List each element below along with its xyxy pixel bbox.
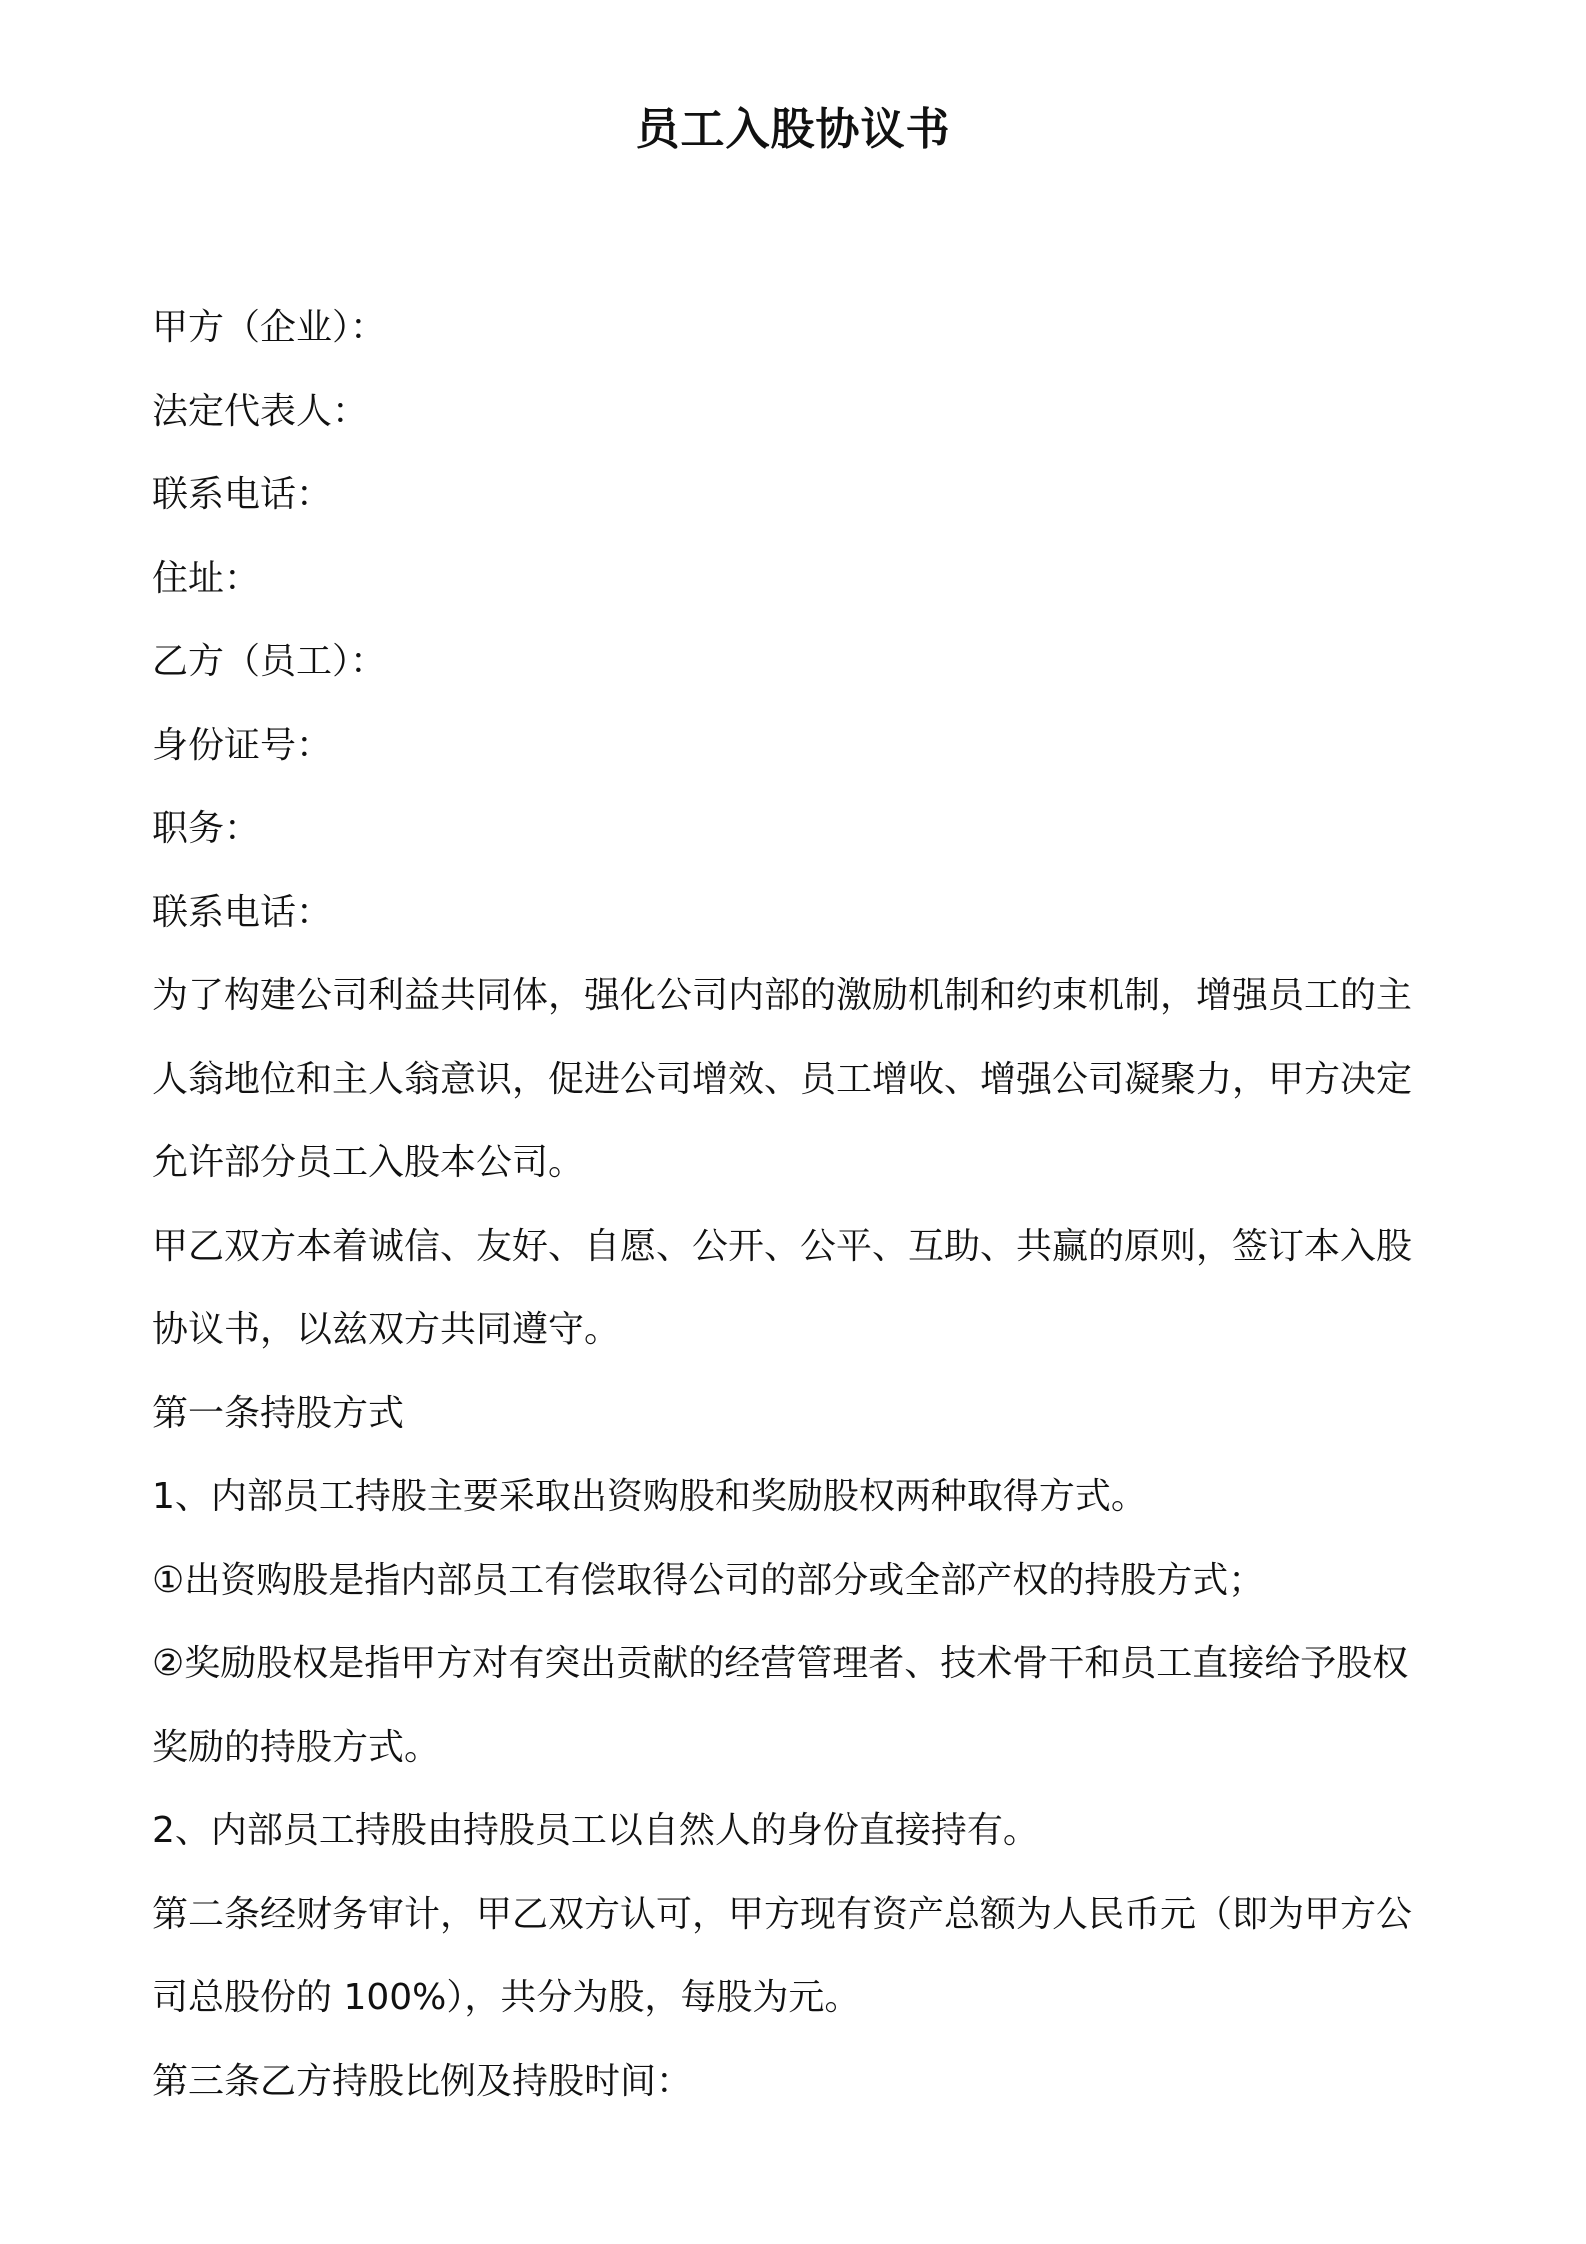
preamble-paragraph-purpose: 为了构建公司利益共同体，强化公司内部的激励机制和约束机制，增强员工的主人翁地位和主人翁意识，促进公司增效、员工增收、增强公司凝聚力，甲方决定允许部分员工入股本公司。 bbox=[152, 975, 1413, 1183]
article-3-heading: 第三条乙方持股比例及持股时间： bbox=[152, 2060, 693, 2102]
party-b-phone-label: 联系电话： bbox=[152, 891, 333, 933]
article-1-item-1b: ②奖励股权是指甲方对有突出贡献的经营管理者、技术骨干和员工直接给予股权奖励的持股方式。 bbox=[152, 1643, 1409, 1768]
party-b-name-label: 乙方（员工）： bbox=[152, 641, 387, 682]
party-a-name-label: 甲方（企业）： bbox=[152, 307, 387, 348]
article-1-item-1a: ①出资购股是指内部员工有偿取得公司的部分或全部产权的持股方式； bbox=[152, 1559, 1265, 1601]
party-b-name-field bbox=[152, 620, 1442, 704]
party-b-id-label: 身份证号： bbox=[152, 724, 333, 766]
party-a-representative-field bbox=[152, 370, 1442, 454]
party-b-position-field bbox=[152, 787, 1442, 871]
party-a-address-label: 住址： bbox=[152, 557, 261, 599]
party-b-phone-field bbox=[152, 871, 1442, 955]
party-a-representative-label: 法定代表人： bbox=[152, 390, 369, 432]
article-1-item-2: 2、内部员工持股由持股员工以自然人的身份直接持有。 bbox=[152, 1810, 1039, 1851]
document-body bbox=[152, 286, 1442, 2123]
party-b-position-label: 职务： bbox=[152, 808, 261, 849]
document-title: 员工入股协议书 bbox=[635, 104, 951, 155]
article-2-paragraph: 第二条经财务审计，甲乙双方认可，甲方现有资产总额为人民币元（即为甲方公司总股份的 100%），共分为股，每股为元。 bbox=[152, 1893, 1413, 2018]
party-a-address-field bbox=[152, 537, 1442, 621]
party-a-name-field bbox=[152, 286, 1442, 370]
party-a-phone-label: 联系电话： bbox=[152, 474, 333, 515]
party-a-phone-field bbox=[152, 453, 1442, 537]
party-b-id-field bbox=[152, 704, 1442, 788]
article-1-item-1: 1、内部员工持股主要采取出资购股和奖励股权两种取得方式。 bbox=[152, 1476, 1147, 1517]
preamble-paragraph-principles: 甲乙双方本着诚信、友好、自愿、公开、公平、互助、共赢的原则，签订本入股协议书，以兹双方共同遵守。 bbox=[152, 1225, 1413, 1350]
article-1-heading: 第一条持股方式 bbox=[152, 1392, 405, 1434]
